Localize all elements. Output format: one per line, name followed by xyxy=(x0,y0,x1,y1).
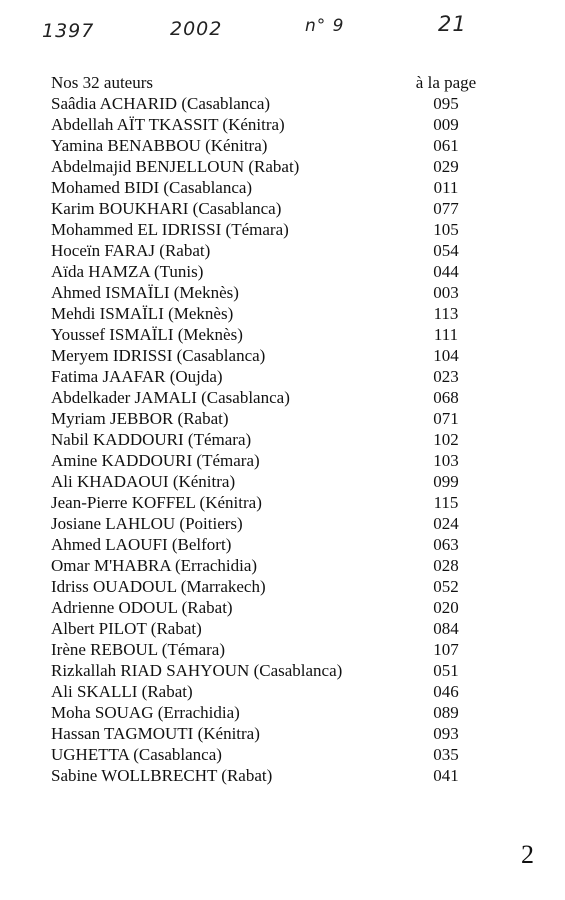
author-page: 061 xyxy=(433,136,459,155)
author-page: 089 xyxy=(433,703,459,722)
list-item xyxy=(51,450,496,471)
list-item xyxy=(51,345,496,366)
author-name: Mehdi ISMAÏLI (Meknès) xyxy=(51,304,234,323)
author-page: 011 xyxy=(433,178,459,197)
list-item xyxy=(51,387,496,408)
author-page: 009 xyxy=(433,115,459,134)
author-page: 115 xyxy=(433,493,459,512)
author-name: Mohammed EL IDRISSI (Témara) xyxy=(51,220,289,239)
handwritten-annotation: n° 9 xyxy=(305,16,345,36)
author-page: 063 xyxy=(433,535,459,554)
list-item xyxy=(51,408,496,429)
author-list xyxy=(51,93,496,786)
author-name: Irène REBOUL (Témara) xyxy=(51,640,226,659)
author-name: Karim BOUKHARI (Casablanca) xyxy=(51,199,282,218)
author-name: Ali SKALLI (Rabat) xyxy=(51,682,193,701)
author-page: 093 xyxy=(433,724,459,743)
author-name: Josiane LAHLOU (Poitiers) xyxy=(51,514,243,533)
list-item xyxy=(51,114,496,135)
author-name: UGHETTA (Casablanca) xyxy=(51,745,222,764)
author-name: Abdelkader JAMALI (Casablanca) xyxy=(51,388,290,407)
author-page: 102 xyxy=(433,430,459,449)
author-name: Abdelmajid BENJELLOUN (Rabat) xyxy=(51,157,300,176)
list-item xyxy=(51,240,496,261)
author-page: 044 xyxy=(433,262,459,281)
list-item xyxy=(51,366,496,387)
table-of-contents xyxy=(51,72,496,786)
author-name: Myriam JEBBOR (Rabat) xyxy=(51,409,229,428)
author-page: 024 xyxy=(433,514,459,533)
author-page: 028 xyxy=(433,556,459,575)
list-item xyxy=(51,198,496,219)
author-name: Aïda HAMZA (Tunis) xyxy=(51,262,204,281)
author-page: 003 xyxy=(433,283,459,302)
author-page: 111 xyxy=(433,325,459,344)
author-page: 046 xyxy=(433,682,459,701)
list-item xyxy=(51,702,496,723)
author-page: 084 xyxy=(433,619,459,638)
list-item xyxy=(51,765,496,786)
author-page: 107 xyxy=(433,640,459,659)
author-page: 052 xyxy=(433,577,459,596)
author-page: 035 xyxy=(433,745,459,764)
author-page: 095 xyxy=(433,94,459,113)
list-item xyxy=(51,534,496,555)
list-item xyxy=(51,177,496,198)
author-page: 104 xyxy=(433,346,459,365)
list-item xyxy=(51,681,496,702)
list-item xyxy=(51,135,496,156)
list-item xyxy=(51,303,496,324)
author-page: 103 xyxy=(433,451,459,470)
toc-header xyxy=(51,72,496,93)
author-name: Yamina BENABBOU (Kénitra) xyxy=(51,136,268,155)
author-name: Nabil KADDOURI (Témara) xyxy=(51,430,252,449)
author-name: Mohamed BIDI (Casablanca) xyxy=(51,178,253,197)
list-item xyxy=(51,282,496,303)
handwritten-annotation: 1397 xyxy=(42,20,95,42)
author-name: Ahmed LAOUFI (Belfort) xyxy=(51,535,232,554)
author-name: Moha SOUAG (Errachidia) xyxy=(51,703,240,722)
author-name: Fatima JAAFAR (Oujda) xyxy=(51,367,223,386)
author-name: Saâdia ACHARID (Casablanca) xyxy=(51,94,271,113)
author-name: Adrienne ODOUL (Rabat) xyxy=(51,598,233,617)
toc-title: Nos 32 auteurs xyxy=(51,73,153,92)
author-page: 105 xyxy=(433,220,459,239)
list-item xyxy=(51,660,496,681)
author-page: 071 xyxy=(433,409,459,428)
author-name: Hassan TAGMOUTI (Kénitra) xyxy=(51,724,260,743)
author-page: 051 xyxy=(433,661,459,680)
list-item xyxy=(51,471,496,492)
author-page: 023 xyxy=(433,367,459,386)
author-name: Youssef ISMAÏLI (Meknès) xyxy=(51,325,243,344)
author-name: Jean-Pierre KOFFEL (Kénitra) xyxy=(51,493,262,512)
author-page: 029 xyxy=(433,157,459,176)
page-number: 2 xyxy=(521,840,534,869)
handwritten-annotation: 21 xyxy=(438,12,467,36)
author-name: Abdellah AÏT TKASSIT (Kénitra) xyxy=(51,115,285,134)
author-page: 041 xyxy=(433,766,459,785)
author-name: Rizkallah RIAD SAHYOUN (Casablanca) xyxy=(51,661,343,680)
list-item xyxy=(51,219,496,240)
list-item xyxy=(51,492,496,513)
handwritten-annotation: 2002 xyxy=(170,18,223,40)
author-name: Hoceïn FARAJ (Rabat) xyxy=(51,241,211,260)
author-name: Omar M'HABRA (Errachidia) xyxy=(51,556,258,575)
list-item xyxy=(51,597,496,618)
list-item xyxy=(51,555,496,576)
list-item xyxy=(51,429,496,450)
list-item xyxy=(51,93,496,114)
author-page: 099 xyxy=(433,472,459,491)
author-page: 020 xyxy=(433,598,459,617)
list-item xyxy=(51,513,496,534)
list-item xyxy=(51,639,496,660)
list-item xyxy=(51,576,496,597)
author-name: Ahmed ISMAÏLI (Meknès) xyxy=(51,283,239,302)
list-item xyxy=(51,324,496,345)
author-name: Meryem IDRISSI (Casablanca) xyxy=(51,346,266,365)
list-item xyxy=(51,261,496,282)
list-item xyxy=(51,744,496,765)
author-name: Sabine WOLLBRECHT (Rabat) xyxy=(51,766,273,785)
author-page: 113 xyxy=(433,304,459,323)
author-name: Amine KADDOURI (Témara) xyxy=(51,451,260,470)
author-name: Ali KHADAOUI (Kénitra) xyxy=(51,472,236,491)
author-page: 077 xyxy=(433,199,459,218)
list-item xyxy=(51,723,496,744)
author-name: Idriss OUADOUL (Marrakech) xyxy=(51,577,266,596)
list-item xyxy=(51,618,496,639)
author-page: 054 xyxy=(433,241,459,260)
list-item xyxy=(51,156,496,177)
page-column-label: à la page xyxy=(415,73,477,92)
author-name: Albert PILOT (Rabat) xyxy=(51,619,202,638)
author-page: 068 xyxy=(433,388,459,407)
